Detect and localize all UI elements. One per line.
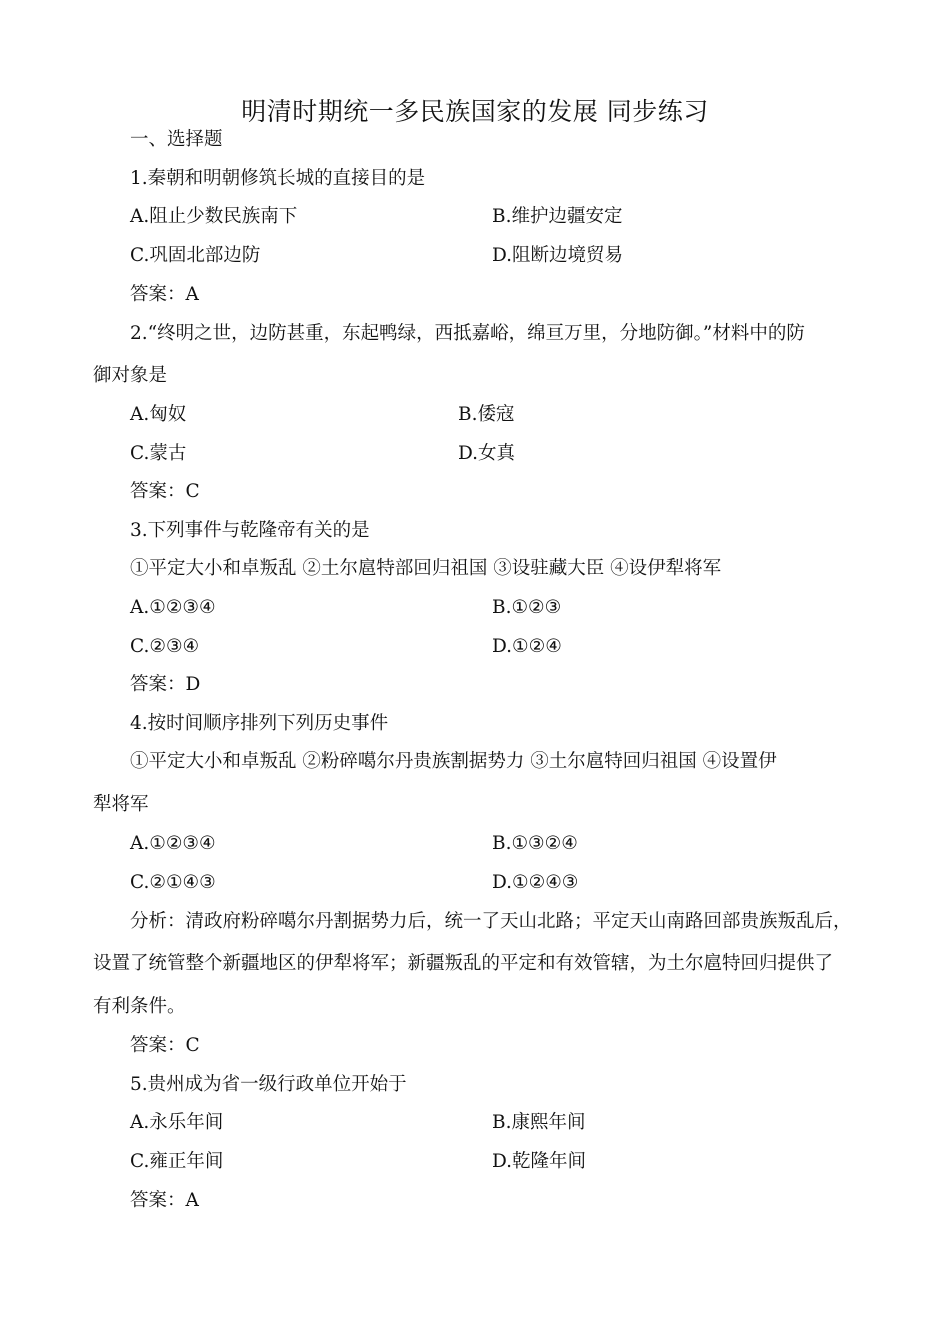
question-4-option-a: A.①②③④ (130, 833, 216, 854)
question-2-stem-line-2: 御对象是 (93, 365, 168, 386)
question-2-option-a: A.匈奴 (130, 404, 187, 425)
question-4-option-b: B.①③②④ (492, 833, 578, 854)
question-5-option-b: B.康熙年间 (492, 1112, 586, 1133)
question-3-items: ①平定大小和卓叛乱 ②土尔扈特部回归祖国 ③设驻藏大臣 ④设伊犁将军 (130, 558, 722, 579)
question-4-stem: 4.按时间顺序排列下列历史事件 (130, 713, 389, 734)
question-2-option-d: D.女真 (458, 443, 516, 464)
question-1-answer: 答案：A (130, 284, 199, 305)
question-2-stem-line-1: 2.“终明之世，边防甚重，东起鸭绿，西抵嘉峪，绵亘万里，分地防御。”材料中的防 (130, 323, 805, 344)
question-1-option-a: A.阻止少数民族南下 (130, 206, 298, 227)
question-5-answer: 答案：A (130, 1190, 199, 1211)
question-4-option-d: D.①②④③ (492, 872, 579, 893)
question-5-option-d: D.乾隆年间 (492, 1151, 587, 1172)
section-heading: 一、选择题 (130, 129, 223, 150)
question-3-answer: 答案：D (130, 674, 201, 695)
question-1-option-d: D.阻断边境贸易 (492, 245, 624, 266)
page-title: 明清时期统一多民族国家的发展 同步练习 (241, 97, 709, 126)
question-4-analysis-line-1: 分析：清政府粉碎噶尔丹割据势力后，统一了天山北路；平定天山南路回部贵族叛乱后， (130, 911, 852, 932)
question-1-stem: 1.秦朝和明朝修筑长城的直接目的是 (130, 168, 426, 189)
question-3-option-a: A.①②③④ (130, 597, 216, 618)
question-3-option-b: B.①②③ (492, 597, 562, 618)
question-5-option-c: C.雍正年间 (130, 1151, 224, 1172)
question-4-items-line-2: 犁将军 (93, 794, 149, 815)
question-2-option-c: C.蒙古 (130, 443, 187, 464)
question-5-option-a: A.永乐年间 (130, 1112, 224, 1133)
question-5-stem: 5.贵州成为省一级行政单位开始于 (130, 1074, 407, 1095)
question-1-option-c: C.巩固北部边防 (130, 245, 261, 266)
question-1-option-b: B.维护边疆安定 (492, 206, 623, 227)
question-3-option-c: C.②③④ (130, 636, 200, 657)
question-4-answer: 答案：C (130, 1035, 200, 1056)
question-3-option-d: D.①②④ (492, 636, 562, 657)
question-2-option-b: B.倭寇 (458, 404, 515, 425)
question-4-items-line-1: ①平定大小和卓叛乱 ②粉碎噶尔丹贵族割据势力 ③土尔扈特回归祖国 ④设置伊 (130, 751, 777, 772)
question-4-analysis-line-3: 有利条件。 (93, 996, 186, 1017)
question-4-analysis-line-2: 设置了统管整个新疆地区的伊犁将军；新疆叛乱的平定和有效管辖，为土尔扈特回归提供了 (93, 953, 834, 974)
question-2-answer: 答案：C (130, 481, 200, 502)
question-3-stem: 3.下列事件与乾隆帝有关的是 (130, 520, 370, 541)
question-4-option-c: C.②①④③ (130, 872, 216, 893)
